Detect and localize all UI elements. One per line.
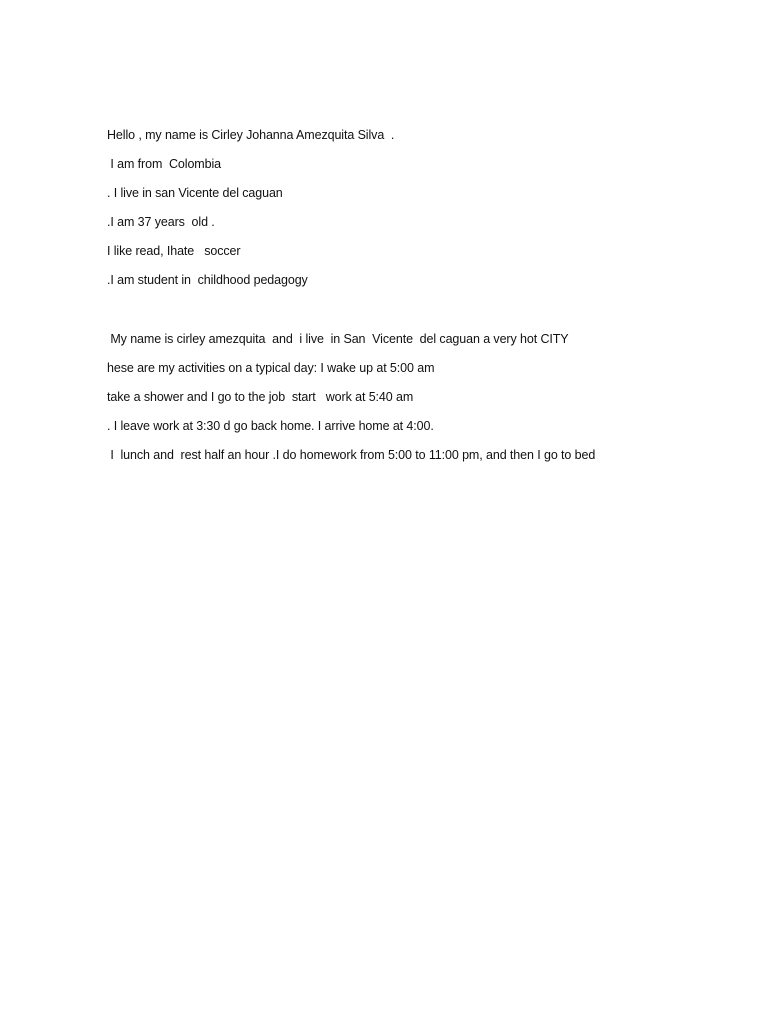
intro-line-city: . I live in san Vicente del caguan xyxy=(107,186,283,200)
intro-line-country: I am from Colombia xyxy=(107,157,222,171)
routine-line-intro: My name is cirley amezquita and i live in San Vicente del caguan a very hot CITY xyxy=(107,332,569,346)
routine-paragraph xyxy=(107,325,727,470)
routine-line-leave: . I leave work at 3:30 d go back home. I arrive home at 4:00. xyxy=(107,419,434,433)
routine-line-evening: I lunch and rest half an hour .I do homework from 5:00 to 11:00 pm, and then I go to bed xyxy=(107,448,596,462)
routine-line-work: take a shower and I go to the job start work at 5:40 am xyxy=(107,390,414,404)
intro-paragraph xyxy=(107,121,727,295)
intro-line-name: Hello , my name is Cirley Johanna Amezquita Silva . xyxy=(107,128,395,142)
intro-line-studies: .I am student in childhood pedagogy xyxy=(107,273,308,287)
intro-line-likes: I like read, Ihate soccer xyxy=(107,244,241,258)
routine-line-wake: hese are my activities on a typical day: I wake up at 5:00 am xyxy=(107,361,435,375)
intro-line-age: .I am 37 years old . xyxy=(107,215,215,229)
